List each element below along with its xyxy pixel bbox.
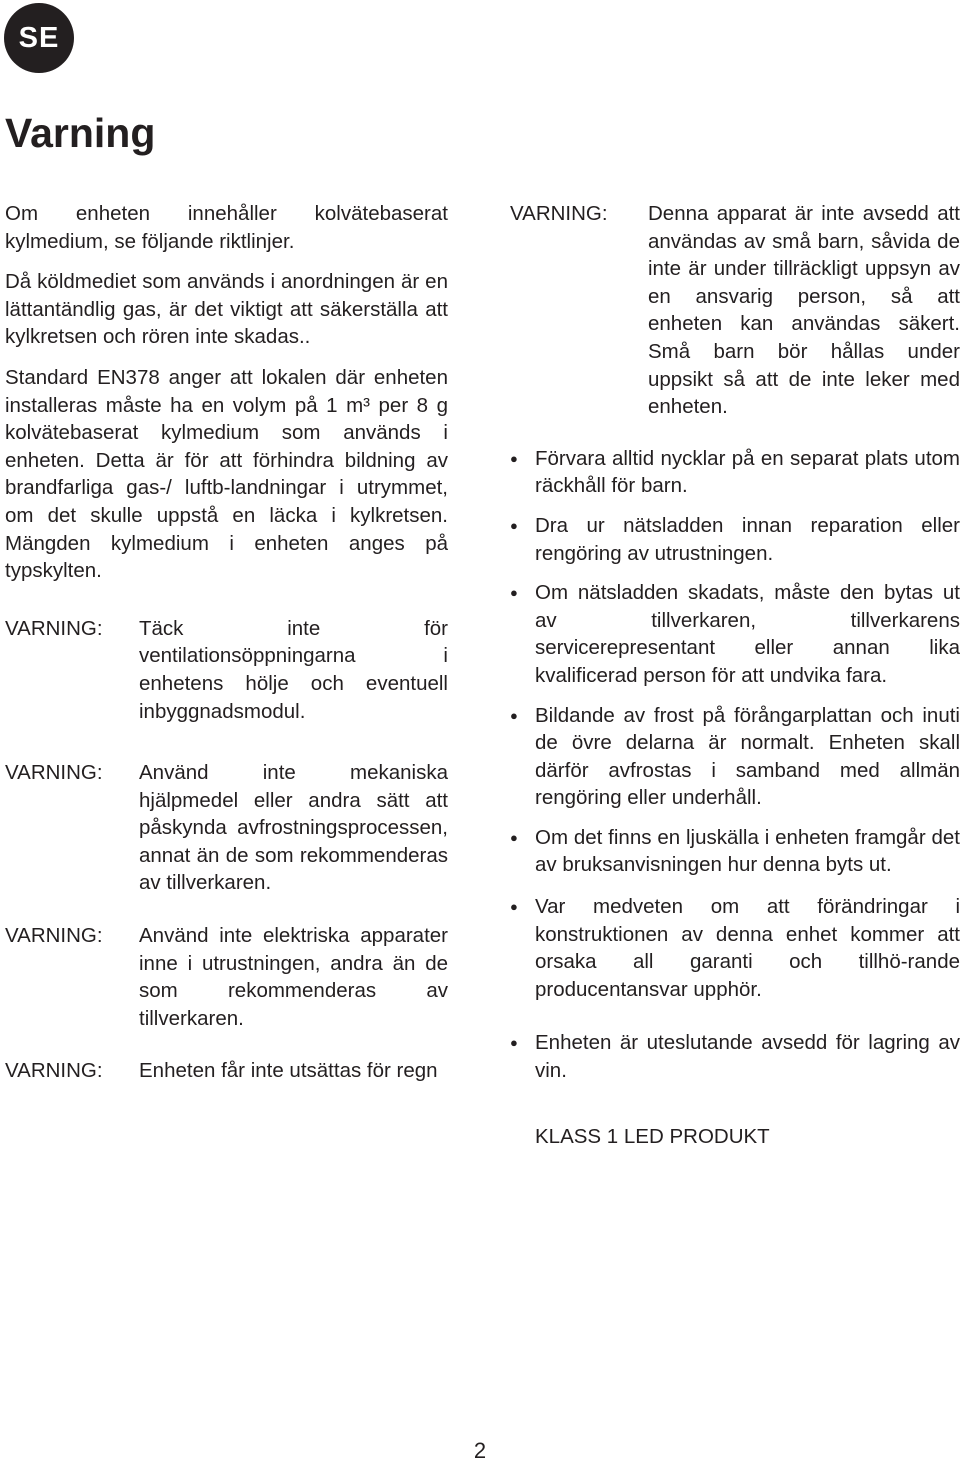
list-item	[510, 445, 960, 500]
left-warnings	[5, 615, 448, 1085]
warning-children	[510, 200, 960, 421]
bullet-icon: ●	[510, 517, 518, 533]
bullet-icon: ●	[510, 450, 518, 466]
bullet-icon: ●	[510, 829, 518, 845]
warning-defrost	[5, 759, 448, 897]
bullet-icon: ●	[510, 1035, 518, 1051]
bullet-icon: ●	[510, 585, 518, 601]
warning-text: Använd inte elektriska apparater inne i utrustningen, andra än de som rekommenderas av tillverkaren.	[139, 924, 448, 1030]
warning-text: Täck inte för ventilationsöppningarna i enhetens hölje och eventuell inbyggnadsmodul.	[139, 616, 448, 723]
warning-label: VARNING:	[5, 616, 103, 640]
list-item	[510, 824, 960, 879]
list-item	[510, 579, 960, 689]
warning-label: VARNING:	[5, 924, 103, 948]
standard-paragraph: Standard EN378 anger att lokalen där enheten installeras måste ha en volym på 1 m³ per 8 g kolvätebaserat kylmedium som används i enheten. Detta är för att förhindra bildning av brandfarliga gas-/ luftb-landningar i utrymmet, om det skulle uppstå en läcka i kylkretsen. Mängden kylmedium i enheten anges på typskylten.	[5, 365, 448, 583]
warning-electrical	[5, 922, 448, 1032]
intro-paragraph: Om enheten innehåller kolvätebaserat kylmedium, se följande riktlinjer.	[5, 202, 448, 253]
page-title: Varning	[5, 110, 156, 156]
list-item-text: Om nätsladden skadats, måste den bytas ut av tillverkaren, tillverkarens servicerepresentant eller annan lika kvalificerad person för att undvika fara.	[535, 581, 960, 687]
warning-ventilation	[5, 615, 448, 725]
list-item-text: Var medveten om att förändringar i konstruktionen av denna enhet kommer att orsaka all garanti och tillhö-rande producentansvar upphör.	[535, 895, 960, 1001]
warning-label: VARNING:	[5, 1059, 103, 1083]
list-item	[510, 1029, 960, 1084]
right-column	[510, 200, 960, 1150]
led-class-label: KLASS 1 LED PRODUKT	[535, 1124, 770, 1148]
language-badge: SE	[4, 3, 74, 73]
list-item-text: Dra ur nätsladden innan reparation eller rengöring av utrustningen.	[535, 513, 960, 565]
left-column	[5, 200, 448, 1085]
list-item-text: Bildande av frost på förångarplattan och inuti de övre delarna är normalt. Enheten skall därför avfrostas i samband med allmän rengöring eller underhåll.	[535, 703, 960, 810]
bullet-icon: ●	[510, 899, 518, 915]
warning-text: Använd inte mekaniska hjälpmedel eller andra sätt att påskynda avfrostningsprocessen, annat än de som rekommenderas av tillverkaren.	[139, 761, 448, 895]
warning-label: VARNING:	[5, 761, 103, 785]
page-number: 2	[473, 1438, 487, 1463]
list-item-text: Förvara alltid nycklar på en separat plats utom räckhåll för barn.	[535, 446, 960, 498]
list-item	[510, 702, 960, 812]
list-item	[510, 893, 960, 1003]
warning-text: Denna apparat är inte avsedd att användas av små barn, såvida de inte är under tillräckligt uppsyn av en ansvarig person, så att enheten kan användas säkert. Små barn bör hållas under uppsikt så att de inte leker med enheten.	[648, 202, 960, 419]
list-item	[510, 512, 960, 567]
warning-label: VARNING:	[510, 202, 608, 225]
list-item-text: Enheten är uteslutande avsedd för lagring av vin.	[535, 1031, 960, 1083]
warning-rain	[5, 1057, 448, 1085]
safety-bullet-list	[510, 445, 960, 1085]
warning-text: Enheten får inte utsättas för regn	[139, 1059, 438, 1083]
bullet-icon: ●	[510, 707, 518, 723]
gas-paragraph: Då köldmediet som används i anordningen är en lättantändlig gas, är det viktigt att säkerställa att kylkretsen och rören inte skadas..	[5, 270, 448, 349]
list-item-text: Om det finns en ljuskälla i enheten framgår det av bruksanvisningen hur denna byts ut.	[535, 825, 960, 877]
